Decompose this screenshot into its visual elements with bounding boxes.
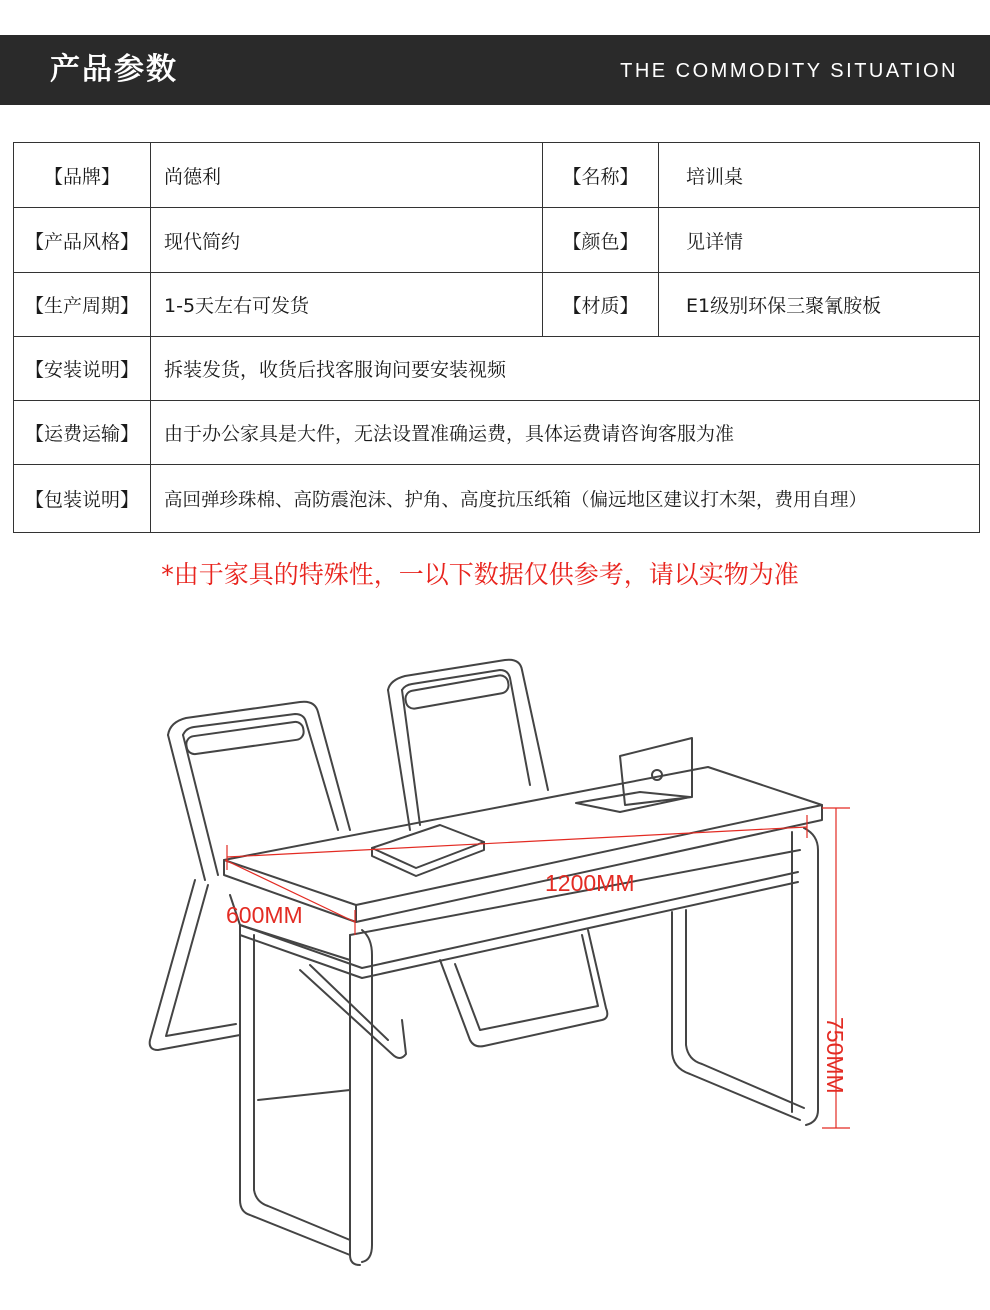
name-value: 培训桌 [659, 143, 980, 208]
style-label: 【产品风格】 [14, 208, 151, 273]
height-label: 750MM [822, 1017, 848, 1094]
color-label: 【颜色】 [543, 208, 659, 273]
brand-value: 尚德利 [151, 143, 543, 208]
cycle-value: 1-5天左右可发货 [151, 273, 543, 337]
cycle-label: 【生产周期】 [14, 273, 151, 337]
desk-leg-back [672, 912, 800, 1120]
install-label: 【安装说明】 [14, 337, 151, 401]
package-label: 【包装说明】 [14, 465, 151, 533]
color-value: 见详情 [659, 208, 980, 273]
install-value: 拆装发货，收货后找客服询问要安装视频 [151, 337, 980, 401]
desk-leg-front-left [362, 930, 372, 1262]
shipping-value: 由于办公家具是大件，无法设置准确运费，具体运费请咨询客服为准 [151, 401, 980, 465]
laptop [576, 792, 690, 812]
section-subtitle: THE COMMODITY SITUATION [620, 60, 958, 82]
width-label: 600MM [226, 902, 303, 928]
chair-back-left [168, 702, 350, 830]
section-title: 产品参数 [50, 52, 178, 87]
shipping-label: 【运费运输】 [14, 401, 151, 465]
package-value: 高回弹珍珠棉、高防震泡沫、护角、高度抗压纸箱（偏远地区建议打木架，费用自理） [151, 465, 980, 533]
material-label: 【材质】 [543, 273, 659, 337]
desk-top [224, 767, 822, 905]
disclaimer-text: *由于家具的特殊性，一以下数据仅供参考，请以实物为准 [161, 560, 799, 589]
style-value: 现代简约 [151, 208, 543, 273]
name-label: 【名称】 [543, 143, 659, 208]
brand-label: 【品牌】 [14, 143, 151, 208]
length-label: 1200MM [545, 870, 635, 896]
material-value: E1级别环保三聚氰胺板 [659, 273, 980, 337]
